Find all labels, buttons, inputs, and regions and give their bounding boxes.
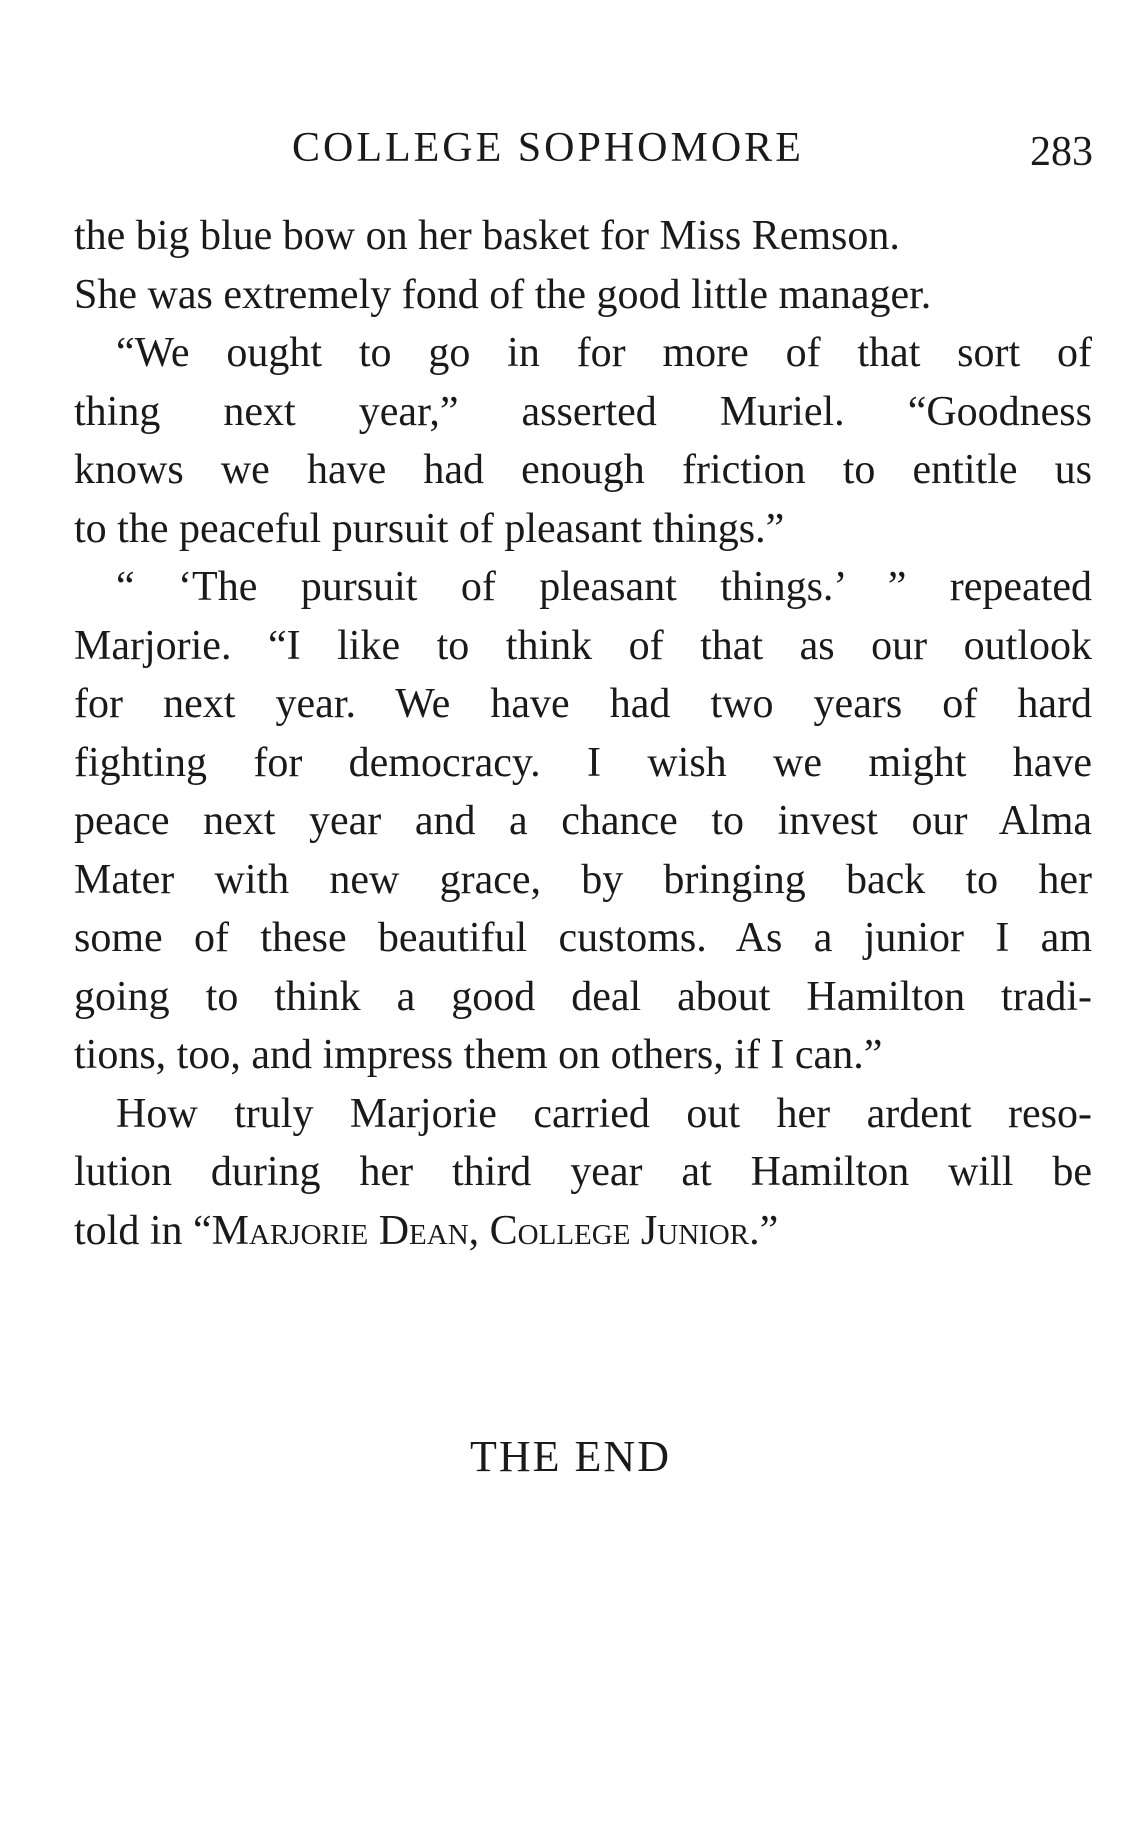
body-text: [74, 207, 1092, 1260]
text-line: peace next year and a chance to invest our Alma: [74, 798, 1092, 844]
final-line-suffix: ”: [759, 1207, 779, 1254]
the-end: THE END: [470, 1432, 671, 1481]
text-line: How truly Marjorie carried out her ardent reso-: [116, 1090, 1092, 1137]
text-line: “We ought to go in for more of that sort of: [116, 330, 1092, 376]
text-line: the big blue bow on her basket for Miss Remson.: [74, 213, 900, 259]
running-head: [0, 118, 1141, 178]
text-line: Mater with new grace, by bringing back to her: [74, 856, 1092, 903]
text-line: fighting for democracy. I wish we might have: [74, 739, 1092, 786]
text-line: Marjorie. “I like to think of that as our outlook: [74, 622, 1092, 669]
text-line: lution during her third year at Hamilton will be: [74, 1149, 1092, 1195]
text-line: to the peaceful pursuit of pleasant things.”: [74, 505, 785, 552]
book-title: Marjorie Dean, College Junior.: [211, 1207, 760, 1254]
page-number: 283: [1030, 129, 1093, 175]
text-line: She was extremely fond of the good little manager.: [74, 271, 932, 318]
final-line-prefix: told in “: [74, 1207, 212, 1254]
text-line: “ ‘The pursuit of pleasant things.’ ” repeated: [116, 564, 1092, 610]
final-line: [74, 1202, 1092, 1261]
text-line: for next year. We have had two years of hard: [74, 681, 1092, 727]
text-line: thing next year,” asserted Muriel. “Goodness: [74, 388, 1092, 435]
text-line: tions, too, and impress them on others, if I can.”: [74, 1032, 883, 1078]
text-line: some of these beautiful customs. As a junior I am: [74, 915, 1092, 961]
running-title: COLLEGE SOPHOMORE: [292, 125, 804, 171]
text-line: knows we have had enough friction to entitle us: [74, 447, 1092, 493]
text-line: going to think a good deal about Hamilton tradi-: [74, 973, 1092, 1020]
